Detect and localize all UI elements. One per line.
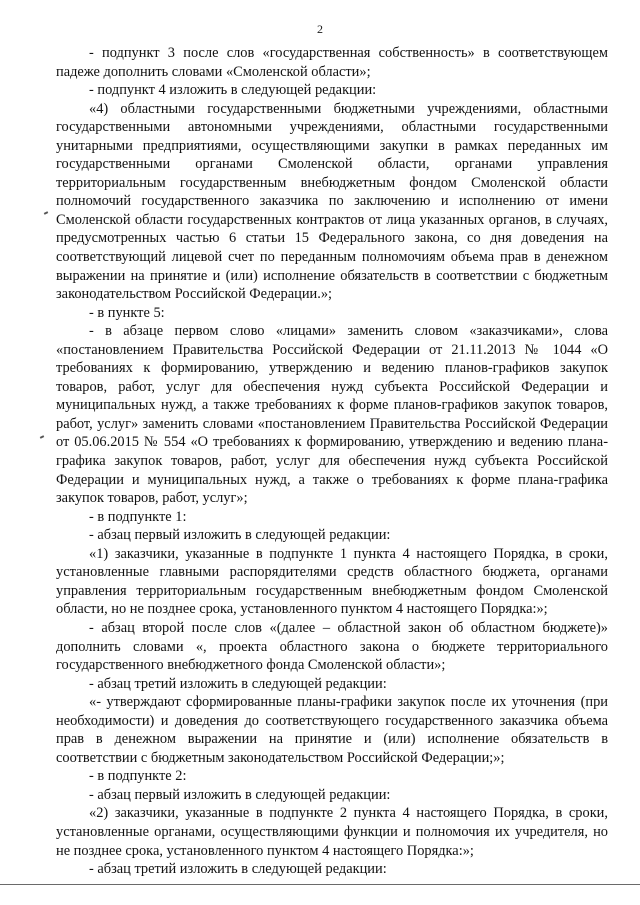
paragraph: «1) заказчики, указанные в подпункте 1 пункта 4 настоящего Порядка, в сроки, установленные главными распорядителями средств областного бюджета, органами управления территориальным государственным внебюджетным фондом Смоленской области, но не позднее срока, установленного пунктом 4 настоящего Порядка:»; bbox=[56, 545, 608, 618]
paragraph: - в пункте 5: bbox=[89, 304, 165, 321]
paragraph: - абзац третий изложить в следующей редакции: bbox=[89, 861, 387, 878]
paragraph: - абзац третий изложить в следующей редакции: bbox=[89, 675, 387, 692]
paragraph: «- утверждают сформированные планы-графики закупок после их уточнения (при необходимости) и доведения до соответствующего государственного заказчика объема прав в денежном выражении на принятие и (или) исполнение обязательств в соответствии с бюджетным законодательством Российской Федерации;»; bbox=[56, 694, 608, 766]
paragraph: «2) заказчики, указанные в подпункте 2 пункта 4 настоящего Порядка, в сроки, установленные органами, осуществляющими функции и полномочия их учредителя, но не позднее срока, установленного пунктом 4 настоящего Порядка:»; bbox=[56, 805, 608, 859]
paragraph: - в абзаце первом слово «лицами» заменить словом «заказчиками», слова «постановлением Правительства Российской Федерации от 21.11.2013 № 1044 «О требованиях к формированию, утверждению и ведению планов-графиков закупок товаров, работ, услуг для обеспечения нужд субъекта Российской Федерации и муниципальных нужд, а также требованиях к форме планов-графиков закупок товаров, работ, услуг» заменить словами «постановлением Правительства Российской Федерации от 05.06.2015 № 554 «О требованиях к формированию, утверждению и ведению плана-графика закупок товаров, работ, услуг для обеспечения нужд субъекта Российской Федерации и муниципальных нужд, а также о требованиях к форме плана-графика закупок товаров, работ, услуг»; bbox=[56, 323, 608, 507]
paragraph: - подпункт 4 изложить в следующей редакции: bbox=[89, 82, 377, 99]
page-bottom-rule bbox=[0, 884, 640, 885]
paragraph: - абзац первый изложить в следующей редакции: bbox=[89, 527, 391, 544]
document-body bbox=[56, 44, 608, 879]
paragraph: - в подпункте 2: bbox=[89, 768, 187, 785]
scan-speck bbox=[40, 435, 44, 439]
paragraph: - подпункт 3 после слов «государственная собственность» в соответствующем падеже дополнить словами «Смоленской области»; bbox=[56, 45, 608, 80]
page-number: 2 bbox=[317, 22, 323, 36]
paragraph: - абзац первый изложить в следующей редакции: bbox=[89, 786, 391, 803]
paragraph: - в подпункте 1: bbox=[89, 508, 187, 525]
paragraph: - абзац второй после слов «(далее – областной закон об областном бюджете)» дополнить словами «, проекта областного закона о бюджете территориального государственного внебюджетного фонда Смоленской области»; bbox=[56, 619, 608, 674]
paragraph: «4) областными государственными бюджетными учреждениями, областными государственными автономными учреждениями, областными государственными унитарными предприятиями, осуществляющими закупки в рамках переданных им государственными органами Смоленской области, органами управления территориальным государственным внебюджетным фондом Смоленской области полномочий государственного заказчика по заключению и исполнению от имени Смоленской области государственных контрактов от лица указанных органов, в случаях, предусмотренных частью 6 статьи 15 Федерального закона, со дня доведения на соответствующий лицевой счет по переданным полномочиям объема прав в денежном выражении на принятие и (или) исполнение обязательств в соответствии с бюджетным законодательством Российской Федерации.»; bbox=[56, 100, 608, 303]
scan-speck bbox=[44, 211, 48, 215]
